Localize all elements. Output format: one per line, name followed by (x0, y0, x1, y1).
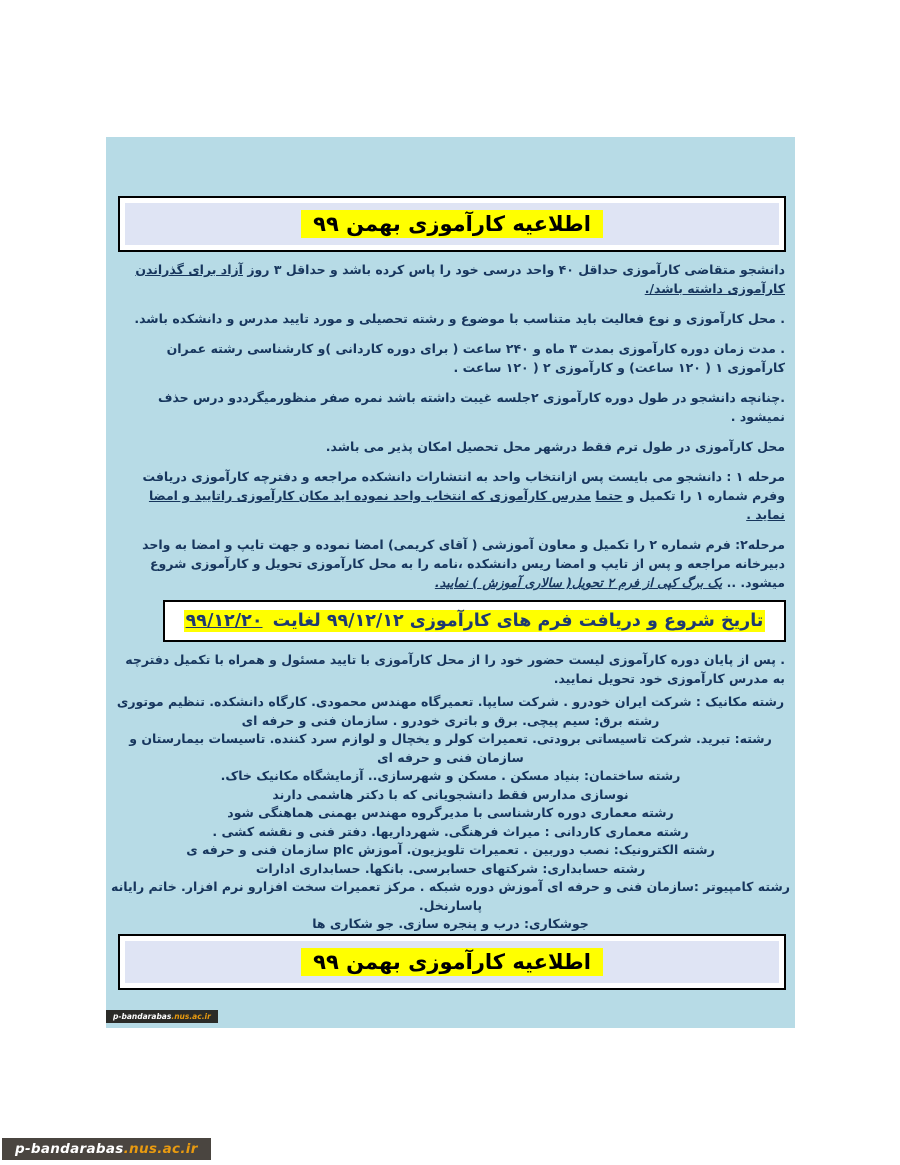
body-paragraphs (116, 260, 785, 592)
field-line: رشته کامپیوتر :سازمان فنی و حرفه ای آموزش دوره شبکه . مرکز تعمیرات سخت افزارو نرم افزار. خاتم رایانه پاسارنخل. (111, 879, 790, 913)
field-line: رشته ساختمان: بنیاد مسکن . مسکن و شهرسازی.. آزمایشگاه مکانیک خاک. (220, 768, 681, 783)
field-line: رشته برق: سیم پیچی. برق و باتری خودرو . سازمان فنی و حرفه ای (241, 712, 660, 728)
top-banner-title: اطلاعیه کارآموزی بهمن ۹۹ (301, 210, 603, 238)
paragraph (116, 535, 785, 592)
field-line: رشته الکترونیک: نصب دوربین . تعمیرات تلویزیون. آموزش plc سازمان فنی و حرفه ی (186, 842, 715, 857)
text-segment: تاریخ شروع و دریافت فرم های کارآموزی ۹۹/۱۲/۱۲ لغایت (266, 611, 764, 631)
date-bar-text (184, 611, 766, 631)
text-segment: مدرس کارآموزی که انتخاب واحد نموده اید مکان کارآموزی راتایید و امضا نماید . (148, 488, 785, 522)
text-segment: ۹۹/۱۲/۲۰ (185, 611, 263, 631)
bottom-banner-inner (125, 941, 779, 983)
field-line: رشته معماری دوره کارشناسی با مدیرگروه مهندس بهمنی هماهنگی شود (227, 805, 674, 820)
paragraph (116, 467, 785, 524)
text-segment: یک برگ کپی از فرم ۲ تحویل( سالاری آموزش ) نمایید. (434, 575, 723, 590)
footer-domain-text: .nus.ac.ir (123, 1141, 198, 1157)
field-line: جوشکاری: درب و پنجره سازی. جو شکاری ها (312, 916, 589, 931)
paragraph (116, 650, 785, 688)
paragraph (116, 437, 785, 456)
watermark-small (106, 1010, 218, 1023)
text-segment: مرحله ۱ : دانشجو می بایست پس ازانتخاب واحد به انتشارات دانشکده مراجعه و دفترچه کارآموزی دریافت وفرم شماره ۱ را تکمیل و (142, 469, 785, 503)
announcement-panel (106, 137, 795, 1028)
paragraph (116, 388, 785, 426)
post-date-paragraph (116, 650, 785, 688)
watermark-domain-text: .nus.ac.ir (171, 1012, 211, 1021)
paragraph (116, 309, 785, 328)
text-segment: دانشجو متقاضی کارآموزی حداقل ۴۰ واحد درسی خود را پاس کرده باشد و حداقل ۳ روز (242, 262, 785, 277)
text-segment: . محل کارآموزی و نوع فعالیت باید متناسب با موضوع و رشته تحصیلی و مورد تایید مدرس و دانشکده باشد. (134, 311, 785, 326)
text-segment: آزاد برای گذراندن کارآموزی داشته باشد/. (135, 262, 785, 296)
top-banner-inner (125, 203, 779, 245)
paragraph (116, 339, 785, 377)
field-line: رشته معماری کاردانی : میراث فرهنگی. شهرداریها. دفتر فنی و نقشه کشی . (212, 823, 689, 839)
text-segment: مرحله۲: فرم شماره ۲ را تکمیل و معاون آموزشی ( آقای کریمی) امضا نموده و جهت تایپ و امضا به واحد دبیرخانه مراجعه و پس از تایپ و امضا ریس دانشکده ،نامه را به محل کارآموزی تحویل و کارآموزی شروع میشود. .. (142, 537, 785, 590)
bottom-banner (118, 934, 786, 990)
text-segment: محل کارآموزی در طول ترم فقط درشهر محل تحصیل امکان پذیر می باشد. (325, 439, 785, 454)
field-line: نوسازی مدارس فقط دانشجویانی که با دکتر هاشمی دارند (272, 786, 629, 802)
text-segment: . پس از پایان دوره کارآموزی لیست حضور خود را از محل کارآموزی با تایید مسئول و همراه با تکمیل دفترچه به مدرس کارآموزی خود تحویل نمایید. (125, 652, 785, 686)
fields-list (106, 693, 795, 934)
field-line: رشته مکانیک : شرکت ایران خودرو . شرکت سایپا. تعمیرگاه مهندس محمودی. کارگاه دانشکده. تنظیم موتوری (116, 694, 785, 709)
top-banner (118, 196, 786, 252)
text-segment: حتما (595, 488, 623, 503)
bottom-banner-title: اطلاعیه کارآموزی بهمن ۹۹ (301, 948, 603, 976)
footer-site-text: p-bandarabas (15, 1141, 124, 1157)
watermark-site-text: p-bandarabas (113, 1012, 172, 1021)
site-footer-label (2, 1138, 211, 1160)
field-line: رشته: تبرید. شرکت تاسیساتی برودتی. تعمیرات کولر و یخچال و لوازم سرد کننده. تاسیسات بیمارستان و سازمان فنی و حرفه ای (129, 731, 772, 765)
field-line: رشته حسابداری: شرکتهای حسابرسی. بانکها. حسابداری ادارات (255, 860, 646, 876)
date-bar (163, 600, 786, 642)
text-segment: . مدت زمان دوره کارآموزی بمدت ۳ ماه و ۲۴۰ ساعت ( برای دوره کاردانی )و کارشناسی رشته عمران کارآموزی ۱ ( ۱۲۰ ساعت) و کارآموزی ۲ ( ۱۲۰ ساعت . (166, 341, 785, 375)
paragraph (116, 260, 785, 298)
text-segment: .چنانچه دانشجو در طول دوره کارآموزی ۲جلسه غیبت داشته باشد نمره صفر منظورمیگرددو درس حذف نمیشود . (157, 390, 785, 424)
